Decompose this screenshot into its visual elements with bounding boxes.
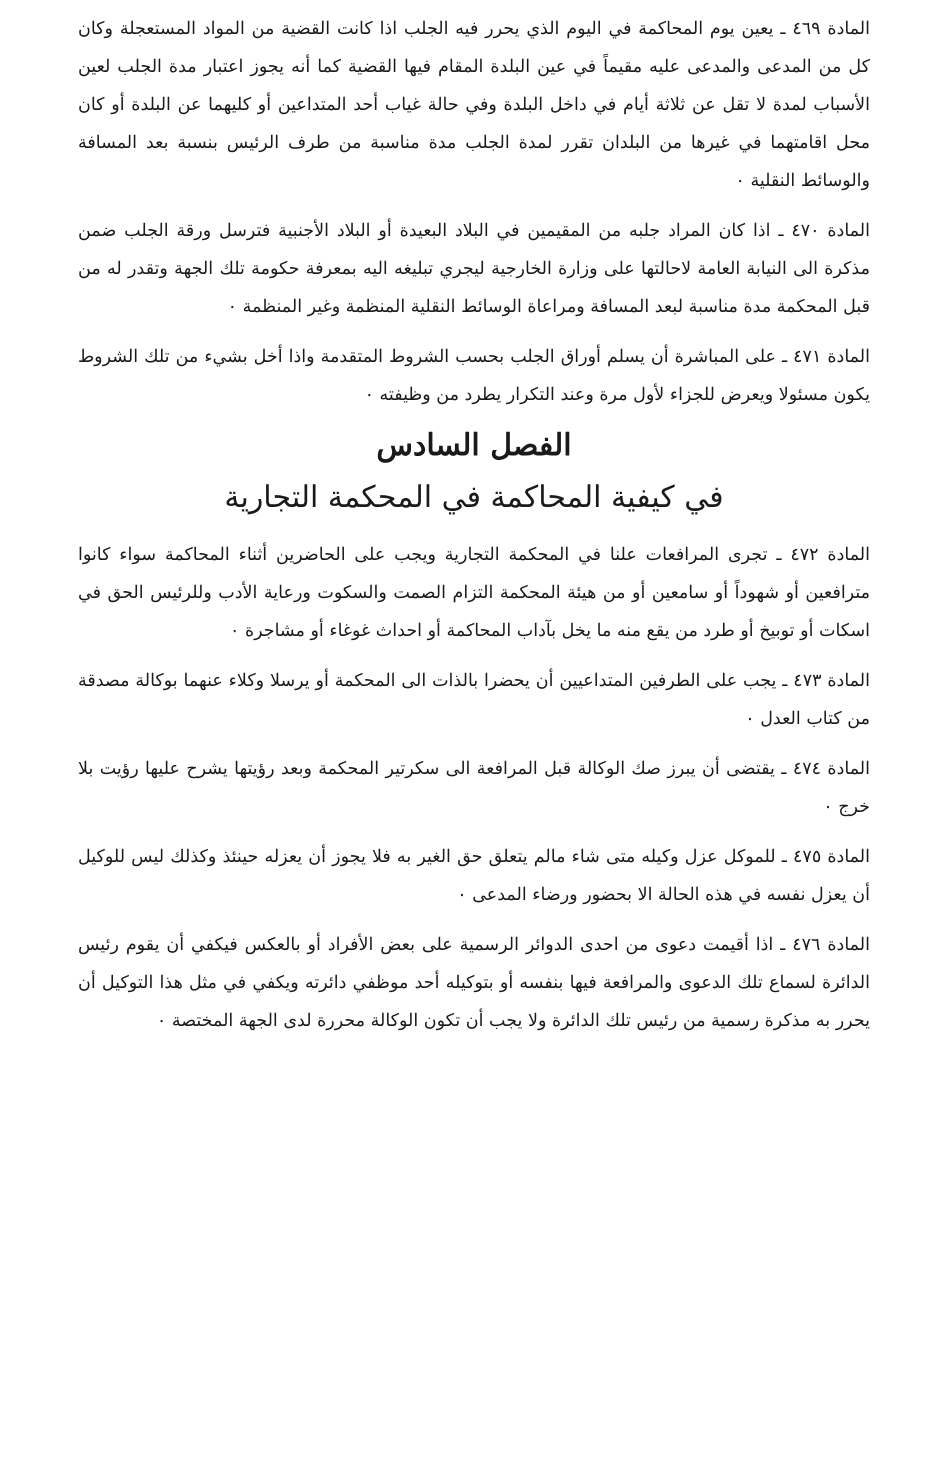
article-473: [78, 662, 870, 738]
article-475: [78, 838, 870, 914]
article-471: [78, 338, 870, 414]
article-476-text: المادة ٤٧٦ ـ اذا أقيمت دعوى من احدى الدوائر الرسمية على بعض الأفراد أو بالعكس فيكفي أن يقوم رئيس الدائرة لسماع تلك الدعوى والمرافعة فيها بنفسه أو بتوكيله أحد موظفي دائرته ويكفي في مثل هذا التوكيل أن يحرر به مذكرة رسمية من رئيس تلك الدائرة ولا يجب أن تكون الوكالة محررة لدى الجهة المختصة ٠: [78, 935, 870, 1031]
chapter-title: الفصل السادس: [376, 428, 572, 463]
article-473-text: المادة ٤٧٣ ـ يجب على الطرفين المتداعيين أن يحضرا بالذات الى المحكمة أو يرسلا وكلاء عنهما بوكالة مصدقة من كتاب العدل ٠: [78, 671, 870, 729]
article-470: [78, 212, 870, 326]
article-475-text: المادة ٤٧٥ ـ للموكل عزل وكيله متى شاء مالم يتعلق حق الغير به فلا يجوز أن يعزله حينئذ وكذلك ليس للوكيل أن يعزل نفسه في هذه الحالة الا بحضور ورضاء المدعى ٠: [78, 847, 870, 905]
article-471-text: المادة ٤٧١ ـ على المباشرة أن يسلم أوراق الجلب بحسب الشروط المتقدمة واذا أخل بشيء من تلك الشروط يكون مسئولا ويعرض للجزاء لأول مرة وعند التكرار يطرد من وظيفته ٠: [78, 347, 870, 405]
article-474: [78, 750, 870, 826]
article-472-text: المادة ٤٧٢ ـ تجرى المرافعات علنا في المحكمة التجارية ويجب على الحاضرين أثناء المحاكمة سواء كانوا مترافعين أو شهوداً أو سامعين أو من هيئة المحكمة التزام الصمت والسكوت ورعاية الأدب وللرئيس الحق في اسكات أو توبيخ أو طرد من يقع منه ما يخل بآداب المحاكمة أو احداث غوغاء أو مشاجرة ٠: [78, 545, 871, 641]
article-476: [78, 926, 870, 1040]
article-472: [78, 536, 870, 650]
chapter-subtitle: في كيفية المحاكمة في المحكمة التجارية: [224, 480, 724, 515]
document-page: [78, 10, 870, 1052]
article-469-text: المادة ٤٦٩ ـ يعين يوم المحاكمة في اليوم الذي يحرر فيه الجلب اذا كانت القضية من المواد المستعجلة وكان كل من المدعى والمدعى عليه مقيماً في عين البلدة المقام فيها القضية كما أنه يجوز اعتبار مدة الجلب لعين الأسباب لمدة لا تقل عن ثلاثة أيام في داخل البلدة وفي حالة غياب أحد المتداعين أو كليهما عن البلدة أو كان محل اقامتهما في غيرها من البلدان تقرر لمدة الجلب مدة مناسبة من طرف الرئيس بنسبة بعد المسافة والوسائط النقلية ٠: [78, 19, 871, 191]
article-474-text: المادة ٤٧٤ ـ يقتضى أن يبرز صك الوكالة قبل المرافعة الى سكرتير المحكمة وبعد رؤيتها يشرح عليها رؤيت بلا خرج ٠: [78, 759, 870, 817]
article-470-text: المادة ٤٧٠ ـ اذا كان المراد جلبه من المقيمين في البلاد البعيدة أو البلاد الأجنبية فترسل ورقة الجلب ضمن مذكرة الى النيابة العامة لاحالتها على وزارة الخارجية ليجري تبليغه اليه بمعرفة حكومة تلك الجهة وتقدر له من قبل المحكمة مدة مناسبة لبعد المسافة ومراعاة الوسائط النقلية المنظمة وغير المنظمة ٠: [78, 221, 870, 317]
article-469: [78, 10, 870, 200]
